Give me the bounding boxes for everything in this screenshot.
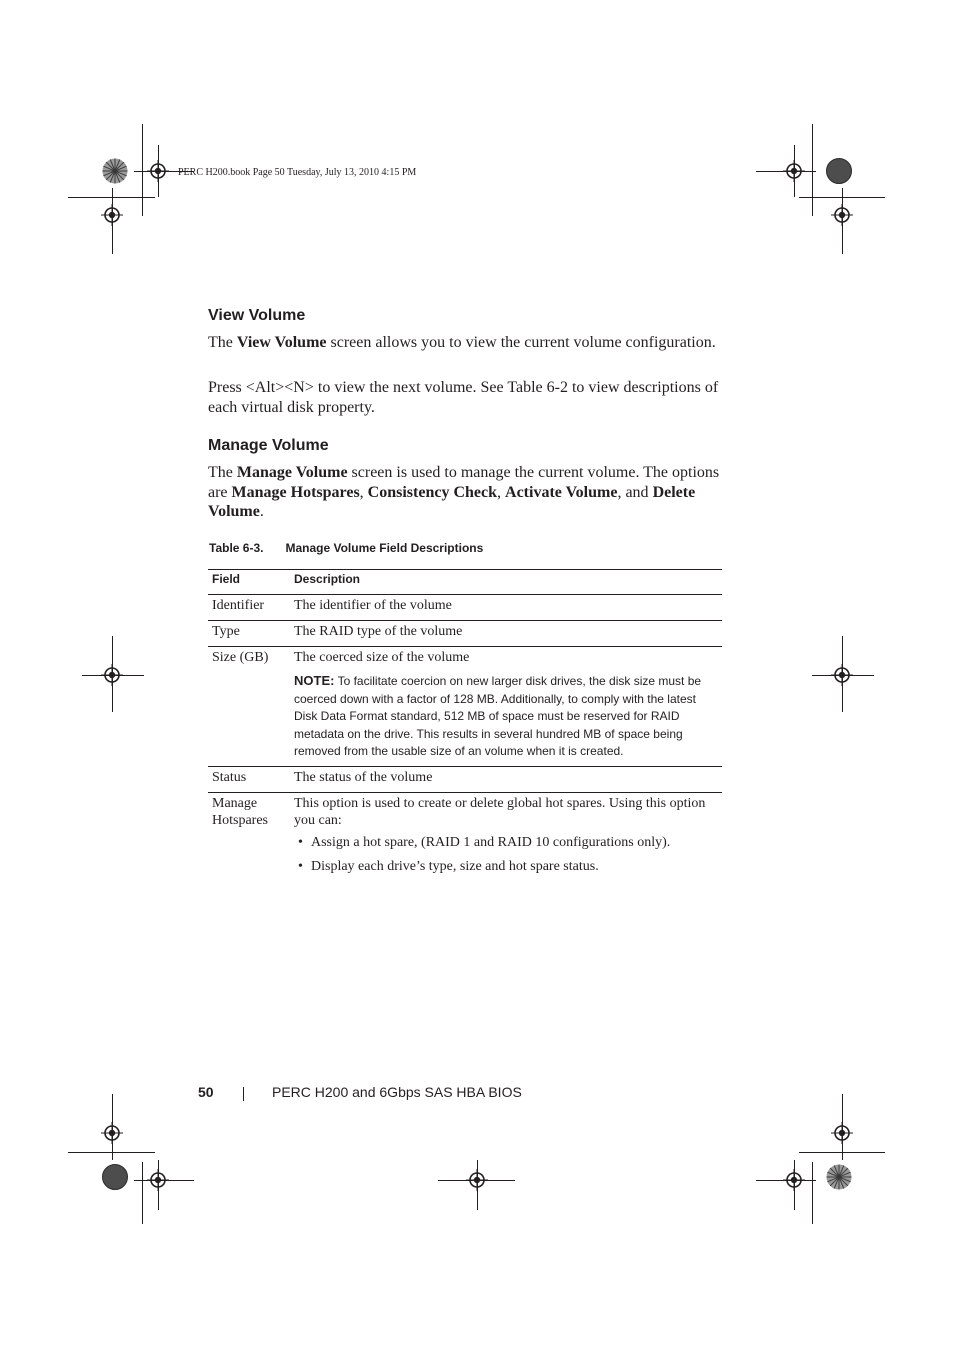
table-row-field: Status	[212, 770, 247, 785]
gray-calibration-disc-icon	[102, 1164, 128, 1190]
registration-target-icon	[147, 160, 169, 182]
table-row-field: Type	[212, 624, 240, 639]
table-row-field: Size (GB)	[212, 650, 269, 665]
registration-target-icon	[147, 1169, 169, 1191]
registration-target-icon	[101, 664, 123, 686]
view-volume-paragraph-2: Press <Alt><N> to view the next volume. See Table 6-2 to view descriptions of each virtual disk property.	[208, 379, 719, 416]
starburst-target-icon	[826, 1164, 852, 1190]
table-caption-title: Manage Volume Field Descriptions	[285, 541, 484, 555]
registration-target-icon	[783, 160, 805, 182]
print-slug: PERC H200.book Page 50 Tuesday, July 13, 2010 4:15 PM	[178, 167, 417, 178]
page-number: 50	[198, 1084, 214, 1100]
table-caption	[209, 541, 483, 555]
table-row-field: Identifier	[212, 598, 265, 613]
column-header-field: Field	[212, 572, 241, 586]
bullet-item: • Display each drive’s type, size and hot spare status.	[298, 859, 599, 874]
gray-calibration-disc-icon	[826, 158, 852, 184]
table-row-description: The identifier of the volume	[294, 598, 452, 613]
registration-target-icon	[101, 204, 123, 226]
registration-target-icon	[831, 1122, 853, 1144]
bullet-item: • Assign a hot spare, (RAID 1 and RAID 10 configurations only).	[298, 835, 671, 850]
note-label: NOTE:	[294, 673, 335, 688]
registration-target-icon	[831, 664, 853, 686]
table-row-description: The coerced size of the volume	[294, 650, 470, 665]
table-row-description: This option is used to create or delete global hot spares. Using this option you can:	[294, 796, 706, 828]
registration-target-icon	[783, 1169, 805, 1191]
table-row-field: Manage Hotspares	[212, 796, 268, 828]
column-header-description: Description	[294, 572, 361, 586]
starburst-target-icon	[102, 158, 128, 184]
manage-volume-paragraph: The Manage Volume screen is used to manage the current volume. The options are Manage Hotspares, Consistency Check, Activate Volume, and Delete Volume.	[208, 464, 720, 520]
table-row-description: The status of the volume	[294, 770, 433, 785]
footer-title: PERC H200 and 6Gbps SAS HBA BIOS	[272, 1084, 522, 1100]
view-volume-paragraph-1: The View Volume screen allows you to view the current volume configuration.	[208, 334, 716, 351]
registration-target-icon	[466, 1169, 488, 1191]
size-note	[294, 672, 722, 761]
view-volume-heading: View Volume	[208, 307, 306, 324]
registration-target-icon	[101, 1122, 123, 1144]
manage-volume-heading: Manage Volume	[208, 437, 329, 454]
footer-divider	[243, 1087, 244, 1101]
table-row-description: The RAID type of the volume	[294, 624, 463, 639]
table-caption-number: Table 6-3.	[209, 541, 264, 555]
note-text: To facilitate coercion on new larger disk drives, the disk size must be coerced down with a factor of 128 MB. Additionally, to comply with the latest Disk Data Format standard, 512 MB of space must be reserved for RAID metadata on the drive. This results in several hundred MB of space being removed from the usable size of an volume when it is created.	[294, 674, 702, 759]
registration-target-icon	[831, 204, 853, 226]
